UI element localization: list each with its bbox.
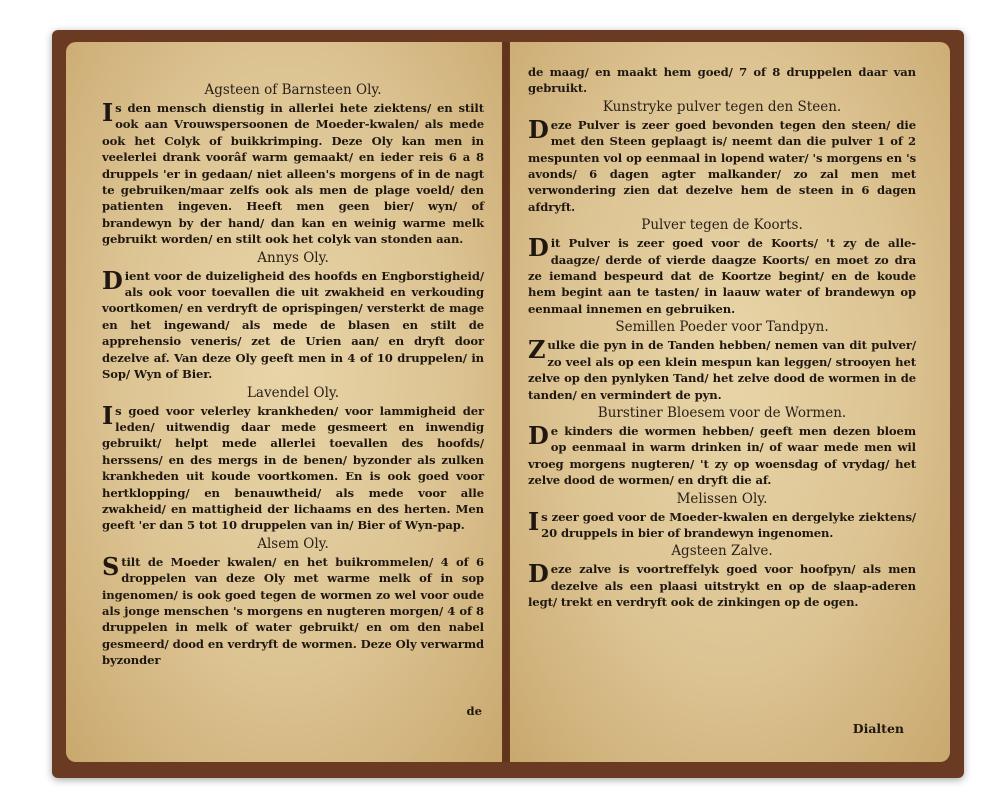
heading-agsteen-zalve: Agsteen Zalve.: [671, 543, 773, 560]
heading-lavendel-oly: Lavendel Oly.: [246, 384, 340, 401]
text-agsteen-oly: Is den mensch dienstig in allerlei hete ziektens/ en stilt ook aan Vrouwspersoonen de Moeder-kwalen/ als mede ook het Colyk of buikkrimping. Deze Oly kan men in veelerlei drank voorâf warm gemaakt/ en ieder reis 6 a 8 druppels 'er in gedaan/ niet alleen's morgens of in de nagt te gebruiken/maar zelfs ook als men de plage voeld/ den patienten ingeven. Heeft men geen bier/ wyn/ of brandewyn by der hand/ dan kan en weinig warme melk gebruikt worden/ en stilt ook het colyk van stonden aan.: [102, 98, 484, 247]
text-melissen-oly: Is zeer goed voor de Moeder-kwalen en dergelyke ziektens/ 20 druppels in bier of brandewyn ingenomen.: [528, 506, 916, 540]
heading-agsteen-oly: Agsteen of Barnsteen Oly.: [204, 82, 382, 98]
catchword-left: de: [466, 704, 482, 718]
heading-alsem-oly: Alsem Oly.: [257, 535, 329, 552]
heading-annys-oly: Annys Oly.: [257, 249, 329, 266]
book-cover: [52, 30, 964, 778]
heading-koorts-pulver: Pulver tegen de Koorts.: [641, 217, 803, 234]
heading-melissen-oly: Melissen Oly.: [676, 490, 768, 507]
text-tandpyn-poeder: Zulke die pyn in de Tanden hebben/ nemen van dit pulver/ zo veel als op een klein mespun kan leggen/ strooyen het zelve op den pynlyken Tand/ het zelve dood de wormen in de tanden/ en vermindert de pyn.: [528, 335, 916, 402]
text-agsteen-zalve: Deze zalve is voortreffelyk goed voor hoofpyn/ als men dezelve als een plaasi uitstrykt en op de slaap-aderen legt/ trekt en verdryft ook de zinkingen op de ogen.: [528, 559, 916, 610]
left-page: [66, 42, 502, 762]
text-annys-oly: Dient voor de duizeligheid des hoofds en Engborstigheid/ als ook voor toevallen die uit zwakheid en verkouding voortkomen/ en verdryft de oprispingen/ versterkt de mage en het ingewand/ als mede de blasen en stilt de apprehensio veneris/ zet de Urien aan/ en dryft door dezelve af. Van deze Oly geeft men in 4 of 10 druppelen/ in Sop/ Wyn of Bier.: [102, 265, 484, 382]
catchword-right: Dialten: [852, 721, 904, 736]
text-koorts-pulver: Dit Pulver is zeer goed voor de Koorts/ 't zy de alle-daagze/ derde of vierde daagze Koorts/ en moet zo dra ze iemand bespeurd dat de Koortze begint/ en de koude hem begint aan te tasten/ in laauw water of brandewyn op eenmaal innemen en gebruiken.: [528, 233, 916, 316]
heading-tandpyn-poeder: Semillen Poeder voor Tandpyn.: [615, 319, 829, 336]
text-steen-pulver: Deze Pulver is zeer goed bevonden tegen den steen/ die met den Steen geplaagt is/ neemt dan die pulver 1 of 2 mespunten vol op eenmaal in lopend water/ 's morgens en 's avonds/ 6 dagen agter malkander/ zo zal men met verwondering zien dat dezelve hem de steen in 6 dagen afdryft.: [528, 114, 916, 214]
text-wormen-bloesem: De kinders die wormen hebben/ geeft men dezen bloem op eenmaal in warm drinken in/ of waar mede men wil vroeg morgens nugteren/ 't zy op woensdag of vrydag/ het zelve dood de wormen/ en dryft die af.: [528, 420, 916, 488]
heading-wormen-bloesem: Burstiner Bloesem voor de Wormen.: [597, 404, 847, 421]
right-page: [510, 42, 950, 762]
heading-steen-pulver: Kunstryke pulver tegen den Steen.: [602, 98, 842, 115]
text-alsem-oly: Stilt de Moeder kwalen/ en het buikrommelen/ 4 of 6 droppelen van deze Oly met warme melk of in sop ingenomen/ is ook goed tegen de wormen zo wel voor oude als jonge menschen 's morgens en nugteren morgen/ 4 of 8 druppelen in melk of water gebruikt/ en om den nabel gesmeerd/ dood en verdryft de wormen. Deze Oly verwarmd byzonder: [102, 551, 484, 668]
text-continuation: de maag/ en maakt hem goed/ 7 of 8 druppelen daar van gebruikt.: [528, 65, 916, 96]
text-lavendel-oly: Is goed voor velerley krankheden/ voor lammigheid der leden/ uitwendig daar mede gesmeert en inwendig gebruikt/ helpt mede allerlei toevallen des hoofds/ herssens/ en des mergs in de benen/ byzonder als zulken krankheden uit koude voortkomen. En is ook goed voor hertklopping/ en benauwtheid/ als mede voor alle zwakheid/ en mattigheid der lichaams en des herten. Men geeft 'er dan 5 tot 10 druppelen van in/ Bier of Wyn-pap.: [102, 400, 484, 533]
